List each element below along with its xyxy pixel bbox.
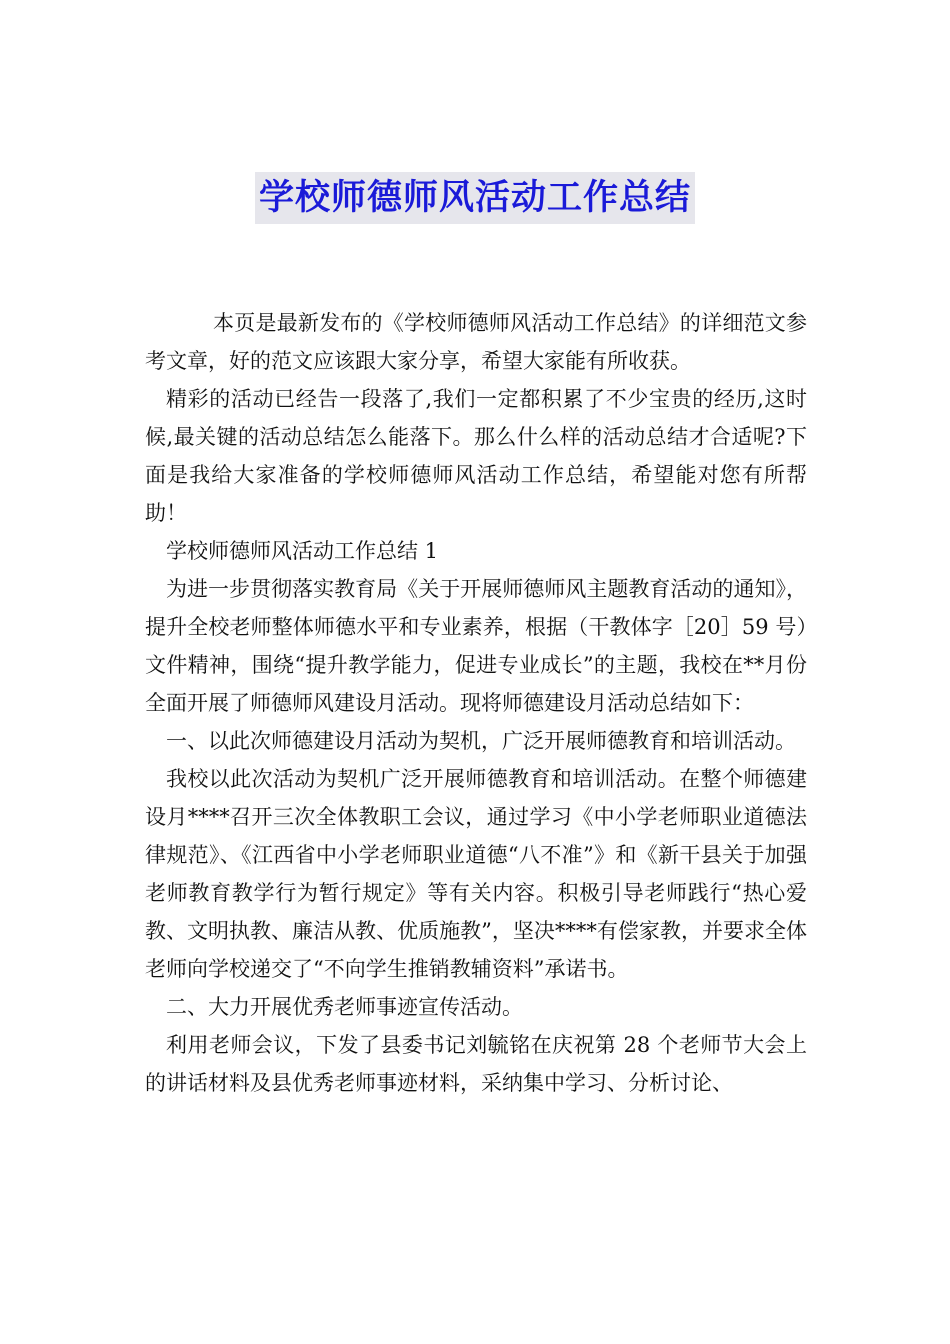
- document-title: [0, 172, 950, 224]
- body-paragraph-2: 我校以此次活动为契机广泛开展师德教育和培训活动。在整个师德建设月****召开三次全体教职工会议，通过学习《中小学老师职业道德法律规范》、《江西省中小学老师职业道德“八不准”》和《新干县关于加强老师教育教学行为暂行规定》等有关内容。积极引导老师践行“热心爱教、文明执教、廉洁从教、优质施教”，坚决****有偿家教，并要求全体老师向学校递交了“不向学生推销教辅资料”承诺书。: [145, 767, 807, 981]
- body-paragraph-1: 为进一步贯彻落实教育局《关于开展师德师风主题教育活动的通知》，提升全校老师整体师德水平和专业素养，根据（干教体字［20］59 号）文件精神，围绕“提升教学能力，促进专业成长”的主题，我校在**月份全面开展了师德师风建设月活动。现将师德建设月活动总结如下：: [145, 577, 807, 715]
- body-paragraph-3: 利用老师会议，下发了县委书记刘毓铭在庆祝第 28 个老师节大会上的讲话材料及县优秀老师事迹材料，采纳集中学习、分析讨论、: [145, 1033, 807, 1095]
- preface-paragraph: 精彩的活动已经告一段落了,我们一定都积累了不少宝贵的经历,这时候,最关键的活动总结怎么能落下。那么什么样的活动总结才合适呢?下面是我给大家准备的学校师德师风活动工作总结，希望能对您有所帮助！: [145, 387, 807, 525]
- heading-two: 二、大力开展优秀老师事迹宣传活动。: [166, 995, 523, 1019]
- document-title-text: 学校师德师风活动工作总结: [255, 172, 695, 224]
- document-body: [145, 304, 807, 1102]
- section-title: 学校师德师风活动工作总结 1: [166, 539, 439, 563]
- intro-paragraph: 本页是最新发布的《学校师德师风活动工作总结》的详细范文参考文章，好的范文应该跟大家分享，希望大家能有所收获。: [145, 311, 807, 373]
- heading-one: 一、以此次师德建设月活动为契机，广泛开展师德教育和培训活动。: [166, 729, 796, 753]
